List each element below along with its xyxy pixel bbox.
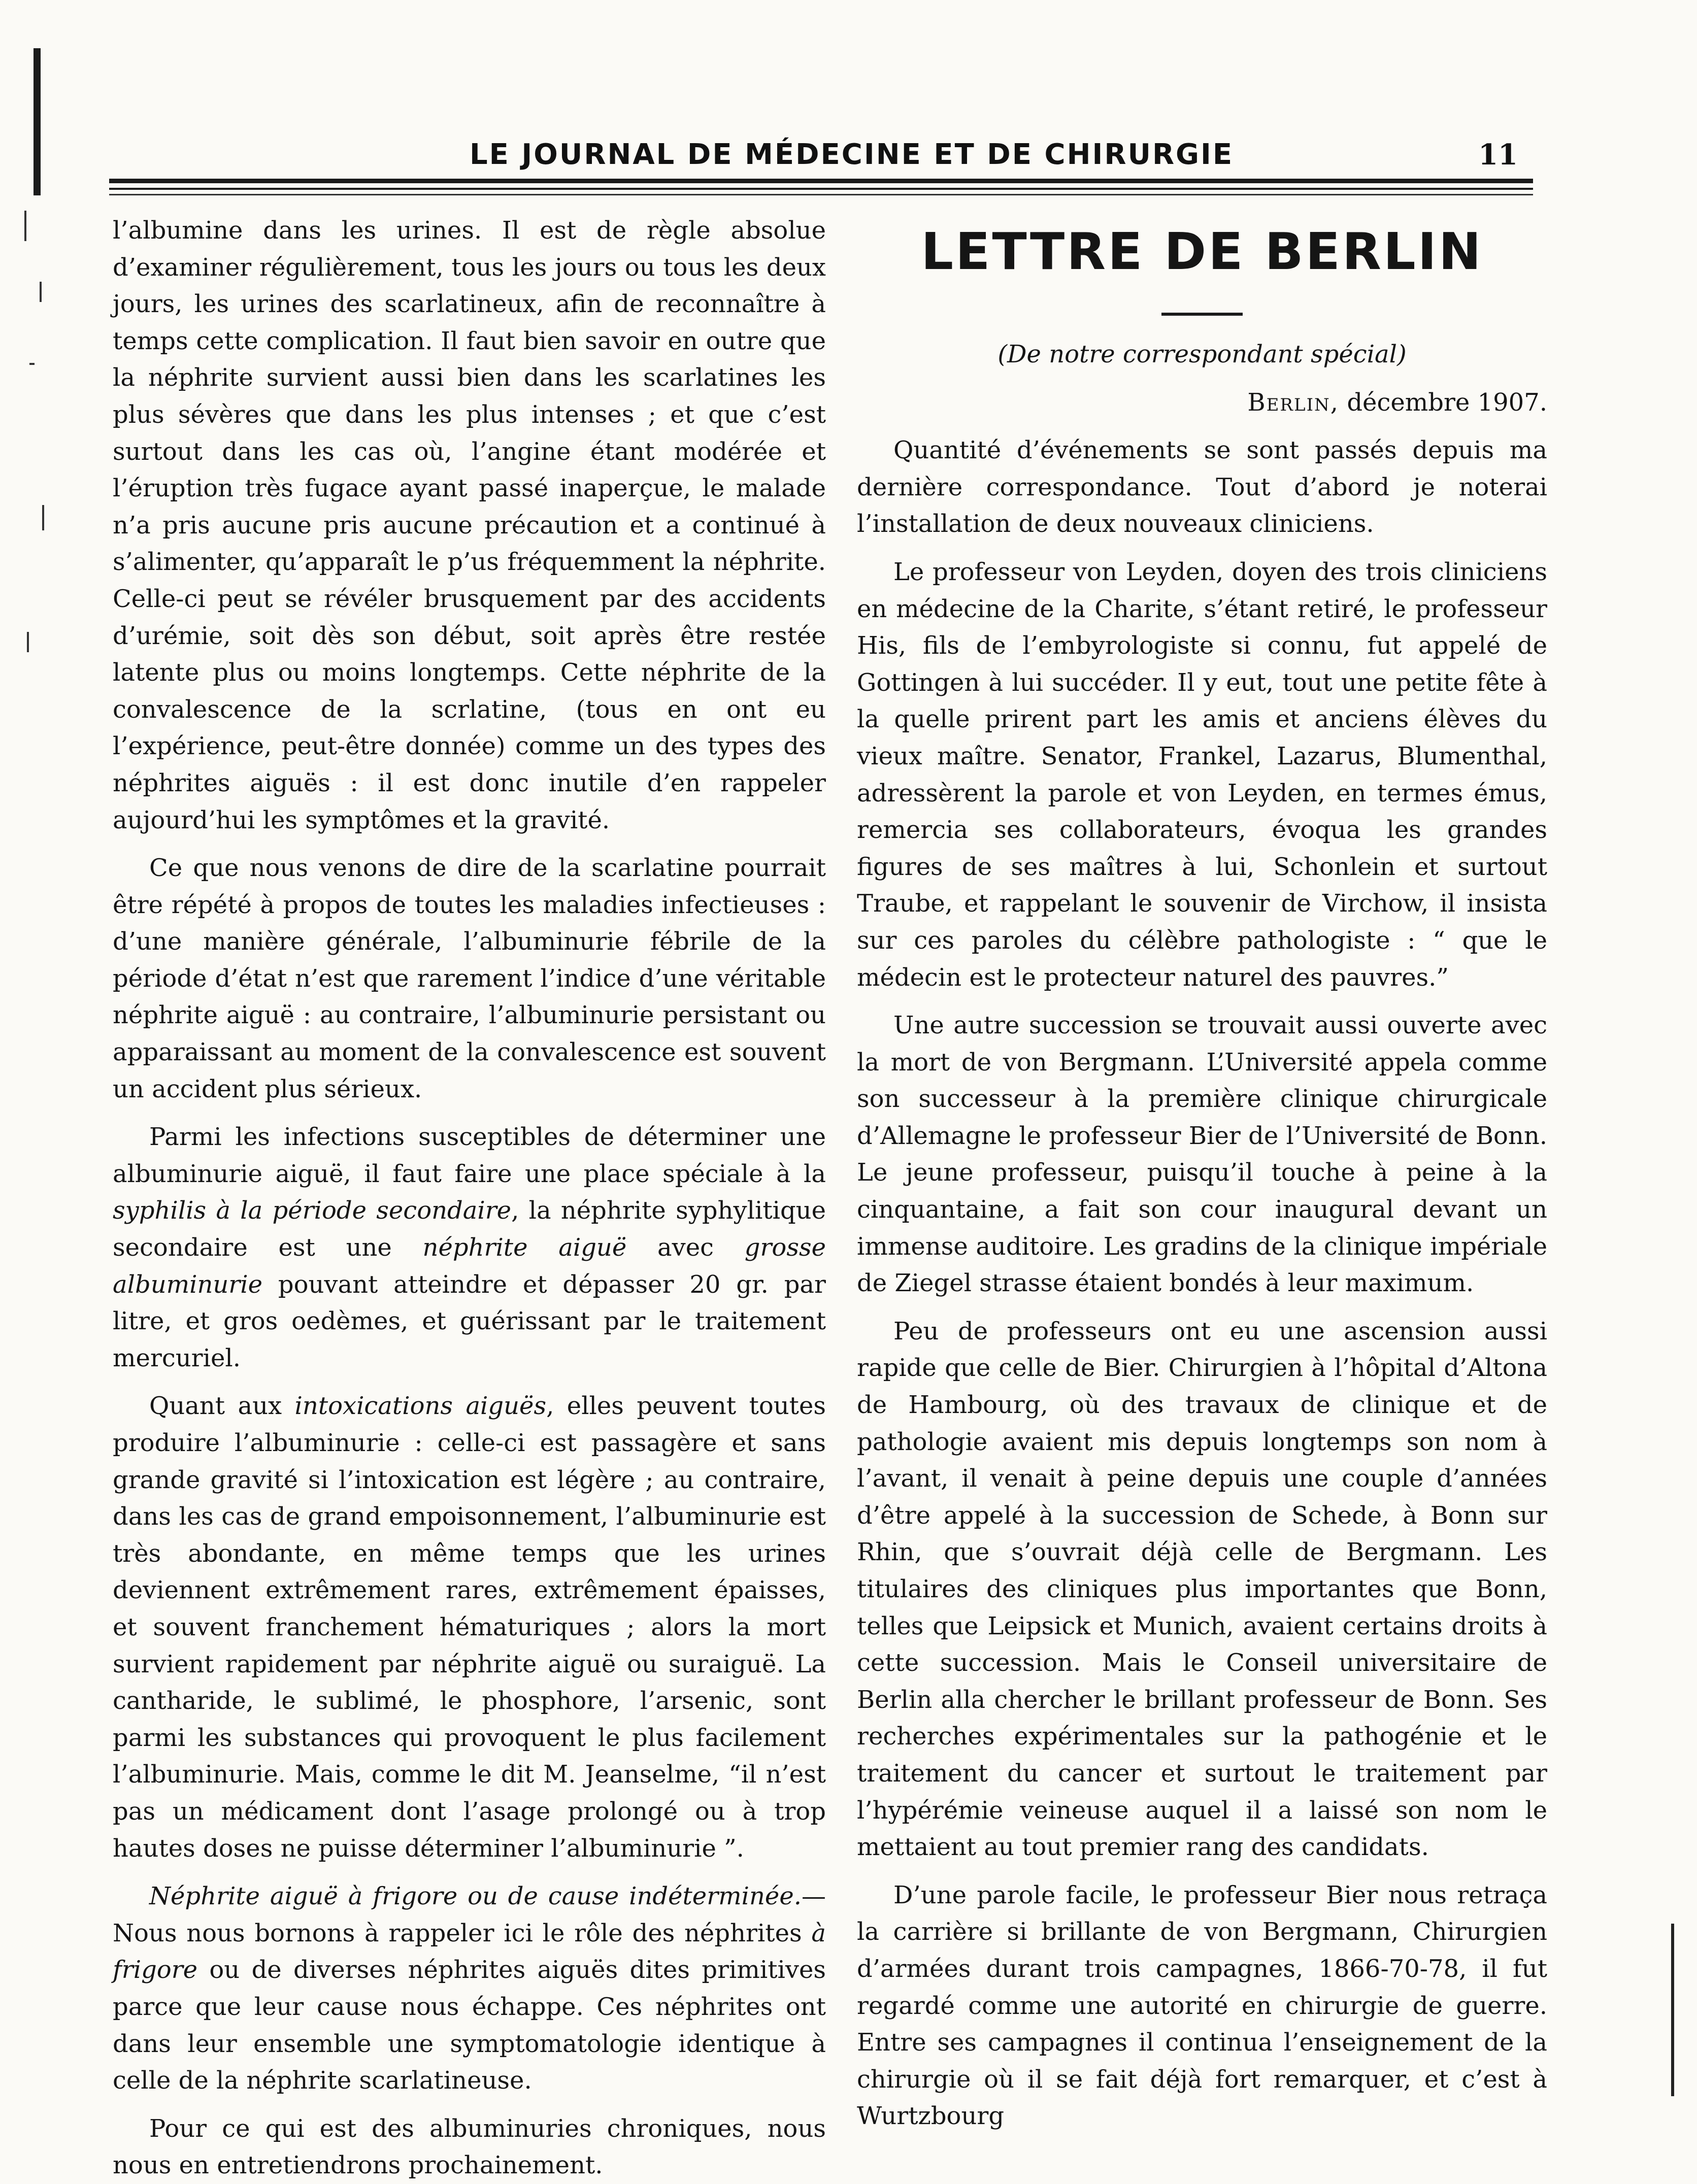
scan-speck	[29, 363, 35, 365]
italic-run: à frigore	[113, 1919, 826, 1985]
paragraph: Ce que nous venons de dire de la scarlatine pourrait être répété à propos de toutes les maladies infectieuses : d’une manière générale, l’albuminurie fébrile de la période d’état n’est que rarement l’indice d’une véritable néphrite aiguë : au contraire, l’albuminurie persistant ou apparaissant au moment de la convalescence est souvent un accident plus sérieux.	[113, 854, 826, 1103]
text-run: , la néphrite syphylitique secondaire est une	[113, 1196, 826, 1262]
paragraph: Une autre succession se trouvait aussi ouverte avec la mort de von Bergmann. L’Université appela comme son successeur à la première clinique chirurgicale d’Allemagne le professeur Bier de l’Université de Bonn. Le jeune professeur, puisqu’il touche à peine à la cinquantaine, a fait son cour inaugural devant un immense auditoire. Les gradins de la clinique impériale de Ziegel strasse étaient bondés à leur maximum.	[857, 1011, 1547, 1298]
page-number: 11	[1478, 138, 1518, 172]
header-rule	[109, 194, 1533, 195]
byline: (De notre correspondant spécial)	[997, 340, 1407, 368]
text-run: , elles peuvent toutes produire l’albuminurie : celle-ci est passagère et sans grande gravité si l’intoxication est légère ; au contraire, dans les cas de grand empoisonnement, l’albuminurie est très abondante, en même temps que les urines deviennent extrêmement rares, extrêmement épaisses, et souvent franchement hématuriques ; alors la mort survient rapidement par néphrite aiguë ou suraiguë. La cantharide, le sublimé, le phosphore, l’arsenic, sont parmi les substances qui provoquent le plus facilement l’albuminurie. Mais, comme le dit M. Jeanselme, “il n’est pas un médicament dont l’asage prolongé ou à trop hautes doses ne puisse déterminer l’albuminurie ”.	[113, 1392, 826, 1863]
right-column	[857, 212, 1547, 2135]
scan-right-edge	[1671, 1924, 1674, 2096]
text-run: avec	[626, 1233, 745, 1262]
dateline	[857, 384, 1547, 421]
article-title: LETTRE DE BERLIN	[921, 222, 1483, 281]
paragraph: D’une parole facile, le professeur Bier nous retraça la carrière si brillante de von Bergmann, Chirurgien d’armées durant trois campagnes, 1866-70-78, il fut regardé comme une autorité en chirurgie de guerre. Entre ses campagnes il continua l’enseignement de la chirurgie où il se fait déjà fort remarquer, et c’est à Wurtzbourg	[857, 1880, 1547, 2131]
dateline-city: Berlin,	[1247, 388, 1340, 417]
text-run: Quant aux	[149, 1392, 295, 1421]
text-run: pouvant atteindre et dépasser 20 gr. par litre, et gros oedèmes, et guérissant par le traitement mercuriel.	[113, 1270, 826, 1372]
scan-edge-bar	[34, 48, 41, 195]
journal-title: LE JOURNAL DE MÉDECINE ET DE CHIRURGIE	[470, 138, 1234, 171]
paragraph	[113, 1388, 826, 1867]
paragraph: Peu de professeurs ont eu une ascension aussi rapide que celle de Bier. Chirurgien à l’hôpital d’Altona de Hambourg, où des travaux de clinique et de pathologie avaient mis depuis longtemps son nom à l’avant, il venait à peine depuis une couple d’années d’être appelé à la succession de Schede, à Bonn sur Rhin, que s’ouvrait déjà celle de Bergmann. Les titulaires des cliniques plus importantes que Bonn, telles que Leipsick et Munich, avaient certains droits à cette succession. Mais le Conseil universitaire de Berlin alla chercher le brillant professeur de Bonn. Ses recherches expérimentales sur la pathogénie et le traitement du cancer et surtout le traitement par l’hypérémie veineuse auquel il a laissé son nom le mettaient au tout premier rang des candidats.	[857, 1317, 1547, 1862]
italic-run: syphilis à la période secondaire	[113, 1196, 512, 1225]
left-column	[113, 212, 826, 2184]
italic-run: intoxications aiguës	[294, 1392, 547, 1421]
paragraph: Le professeur von Leyden, doyen des trois cliniciens en médecine de la Charite, s’étant retiré, le professeur His, fils de l’embyrologiste si connu, fut appelé de Gottingen à lui succéder. Il y eut, tout une petite fête à la quelle prirent part les amis et anciens élèves du vieux maître. Senator, Frankel, Lazarus, Blumenthal, adressèrent la parole et von Leyden, en termes émus, remercia ses collaborateurs, évoqua les grandes figures de ses maîtres à lui, Schonlein et surtout Traube, et rappelant le souvenir de Virchow, il insista sur ces paroles du célèbre pathologiste : “ que le médecin est le protecteur naturel des pauvres.”	[857, 557, 1547, 992]
running-head	[109, 138, 1533, 179]
paragraph: Quantité d’événements se sont passés depuis ma dernière correspondance. Tout d’abord je noterai l’installation de deux nouveaux cliniciens.	[857, 436, 1547, 539]
paragraph: l’albumine dans les urines. Il est de règle absolue d’examiner régulièrement, tous les jours ou tous les deux jours, les urines des scarlatineux, afin de reconnaître à temps cette complication. Il faut bien savoir en outre que la néphrite survient aussi bien dans les scarlatines les plus sévères que dans les plus intenses ; et que c’est surtout dans les cas où, l’angine étant modérée et l’éruption très fugace ayant passé inaperçue, le malade n’a pris aucune pris aucune précaution et a continué à s’alimenter, qu’apparaît le p’us fréquemment la néphrite. Celle-ci peut se révéler brusquement par des accidents d’urémie, soit dès son début, soit après être restée latente plus ou moins longtemps. Cette néphrite de la convalescence de la scrlatine, (tous en ont eu l’expérience, peut-être donnée) comme un des types des néphrites aiguës : il est donc inutile d’en rappeler aujourd’hui les symptômes et la gravité.	[113, 216, 826, 834]
paragraph: Pour ce qui est des albuminuries chroniques, nous nous en entretiendrons prochainement.	[113, 2114, 826, 2180]
text-run: —Nous nous bornons à rappeler ici le rôle des néphrites	[113, 1882, 826, 1947]
italic-run: grosse albuminurie	[113, 1233, 826, 1299]
scan-speck	[24, 211, 26, 241]
scan-speck	[40, 282, 42, 302]
scan-margin-marks	[14, 48, 55, 708]
scan-speck	[27, 632, 29, 652]
header-rule	[109, 179, 1533, 183]
section-heading: Néphrite aiguë à frigore ou de cause indéterminée.	[149, 1882, 802, 1911]
paragraph	[113, 1119, 826, 1376]
italic-run: néphrite aiguë	[422, 1233, 627, 1262]
dateline-date: décembre 1907.	[1347, 388, 1547, 417]
header-rule	[109, 188, 1533, 190]
paragraph	[113, 1878, 826, 2099]
scan-speck	[42, 505, 44, 530]
text-run: ou de diverses néphrites aiguës dites primitives parce que leur cause nous échappe. Ces néphrites ont dans leur ensemble une symptomatologie identique à celle de la néphrite scarlatineuse.	[113, 1956, 826, 2095]
title-rule	[1161, 313, 1243, 316]
text-run: Parmi les infections susceptibles de déterminer une albuminurie aiguë, il faut faire une place spéciale à la	[113, 1123, 826, 1188]
